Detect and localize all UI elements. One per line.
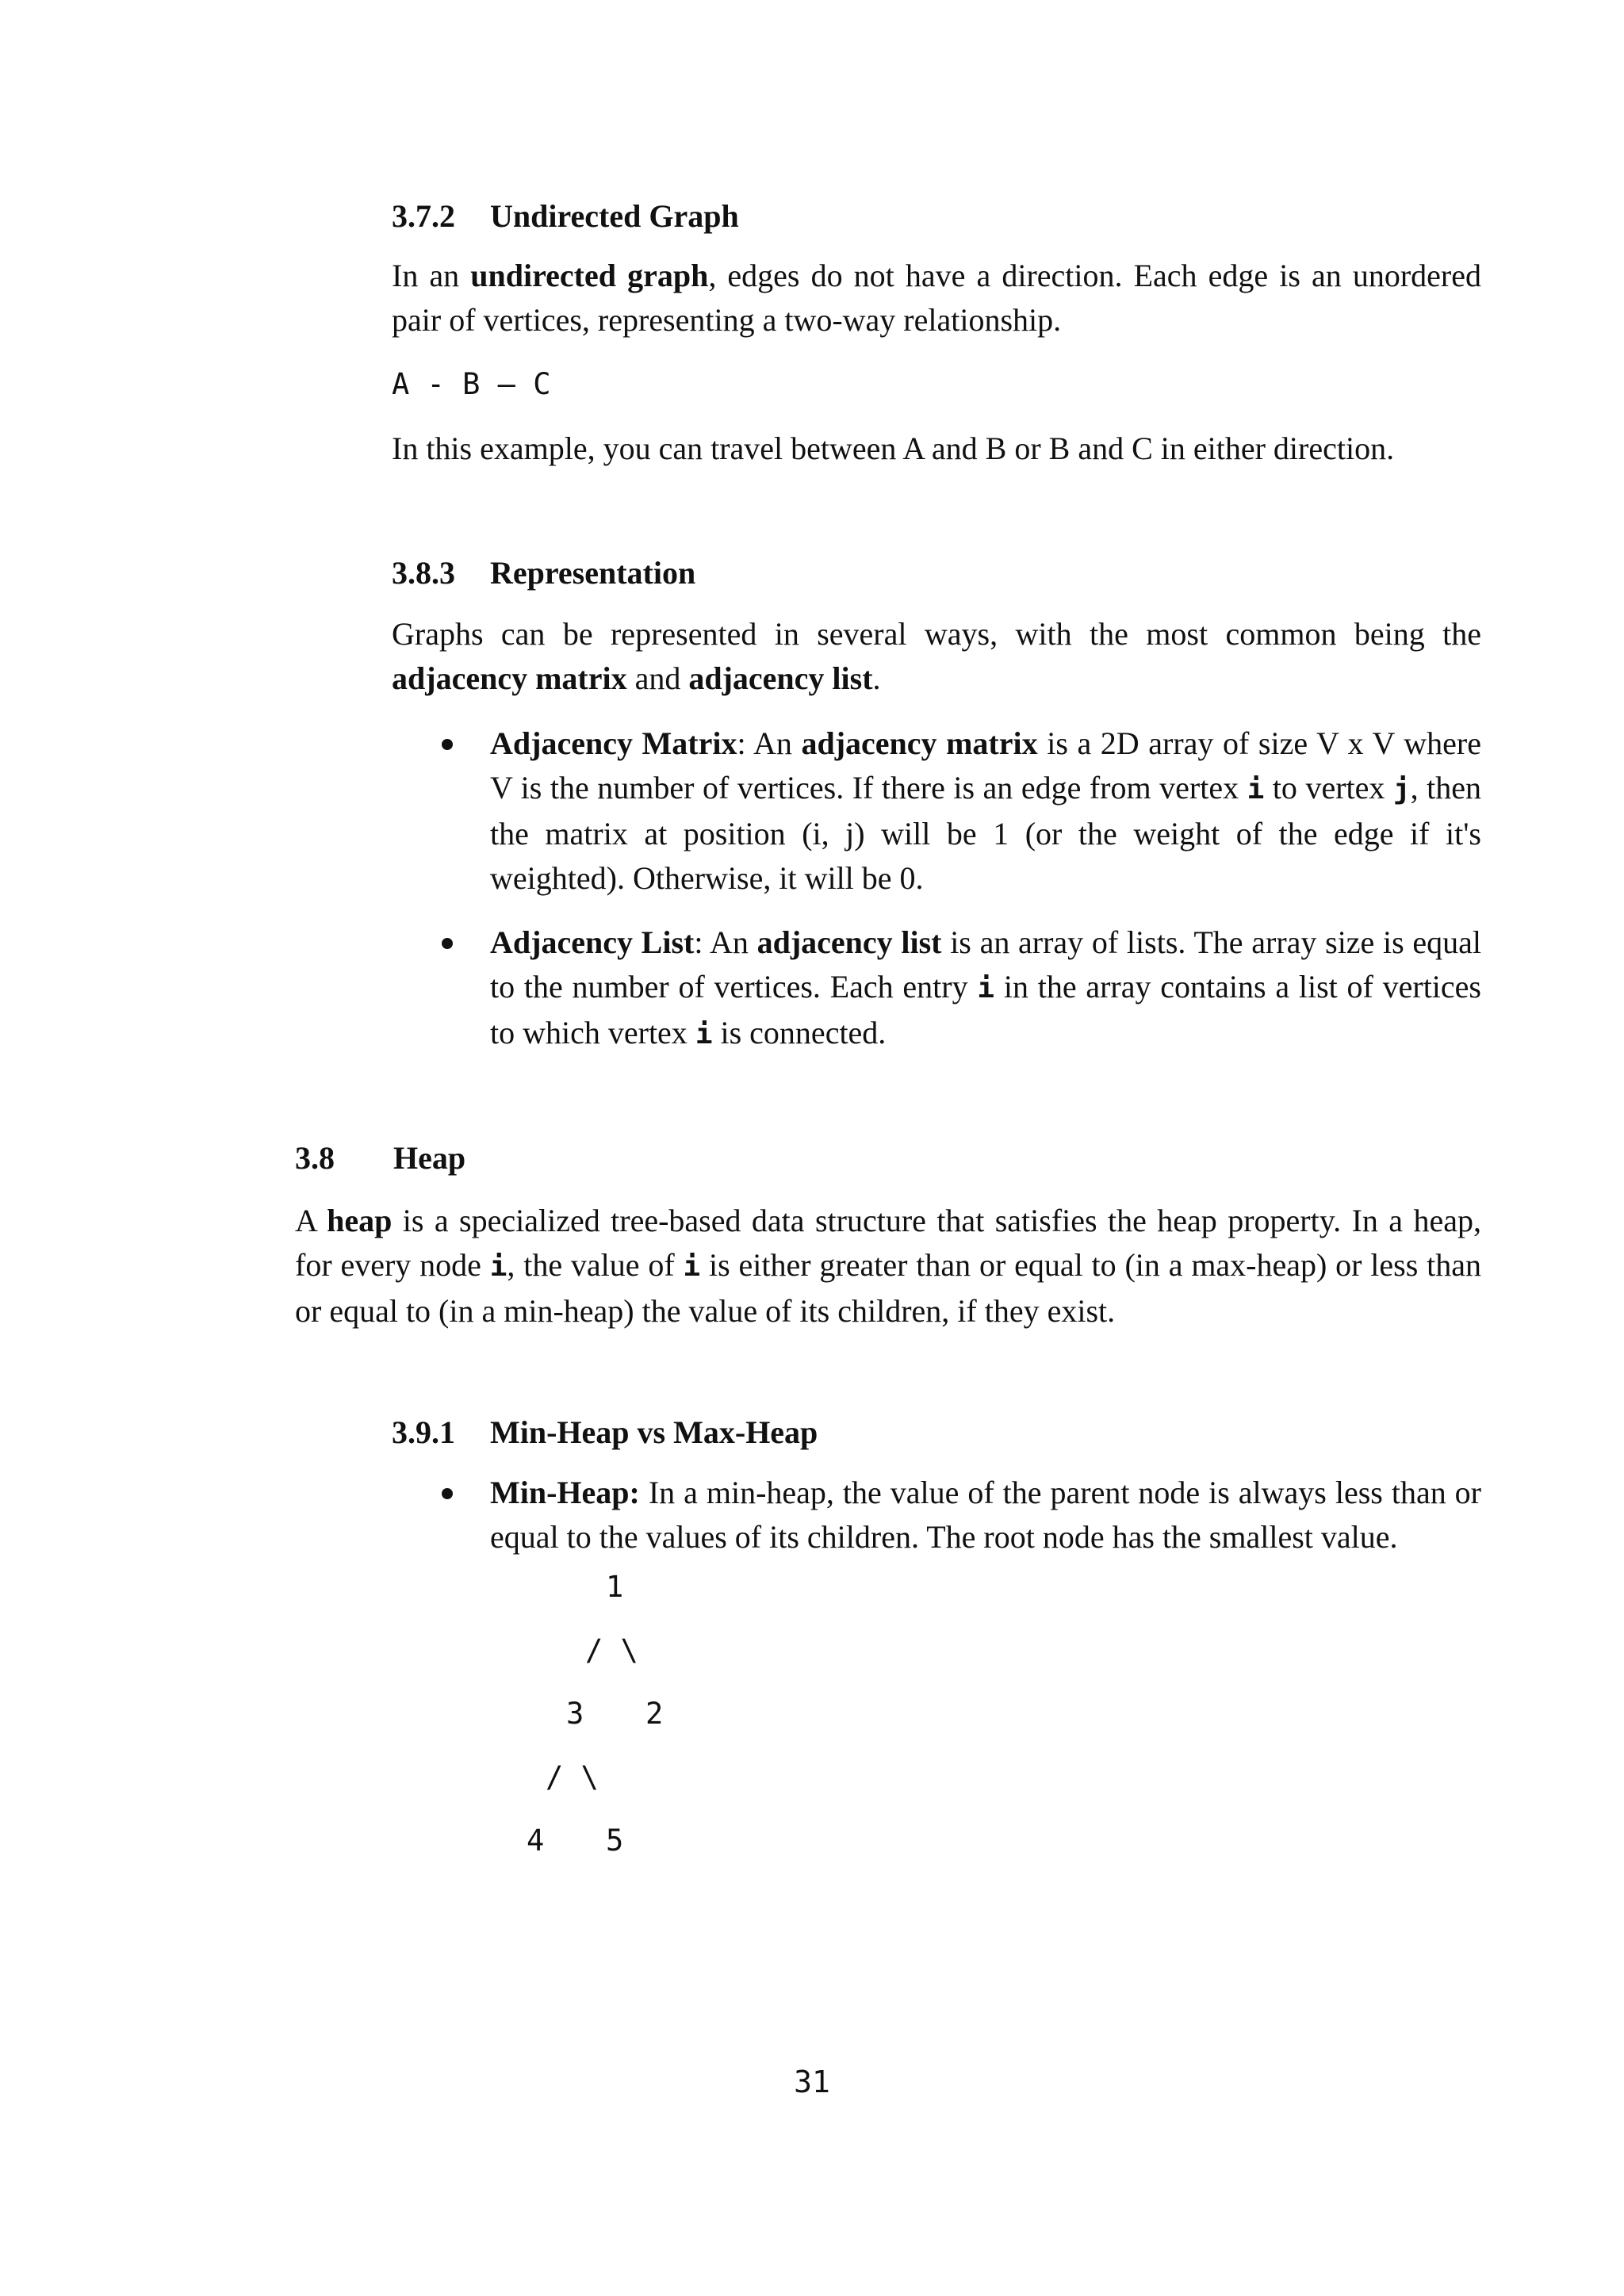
inline-code: j (1392, 773, 1411, 806)
text-run: is connected. (712, 1015, 887, 1050)
bullet-label: Adjacency Matrix (490, 725, 737, 761)
inline-code: i (489, 1250, 508, 1283)
section-title: Representation (490, 555, 696, 591)
text-run: is either greater than or equal to (in a max-heap) or less than or equal to (in a min-heap) the value of its children, if they exist. (295, 1247, 1482, 1329)
paragraph-undirected-example (392, 427, 1481, 471)
inline-code: i (977, 972, 995, 1004)
text-run: In a min-heap, the value of the parent node is always less than or equal to the values of its children. The root node has the smallest value. (490, 1475, 1481, 1555)
paragraph-representation-intro (392, 612, 1481, 701)
text-run: , the value of (507, 1247, 684, 1283)
text-run: Graphs can be represented in several ways, with the most common being the (392, 616, 1481, 652)
page-number: 31 (794, 2064, 830, 2099)
heading-3-7-2 (392, 197, 739, 236)
term-adjacency-list: adjacency list (756, 924, 942, 960)
term-adjacency-matrix: adjacency matrix (801, 725, 1038, 761)
tree-node-root: 1 (606, 1570, 624, 1604)
section-title: Min-Heap vs Max-Heap (490, 1414, 818, 1450)
heading-3-9-1 (392, 1413, 818, 1452)
tree-edges-level-1: / \ (585, 1633, 638, 1667)
bullet-dot (442, 739, 453, 750)
heading-3-8 (295, 1138, 465, 1178)
code-example-graph: A - B – C (392, 367, 551, 401)
tree-node-3: 3 (566, 1697, 584, 1731)
section-number: 3.8.3 (392, 555, 455, 591)
text-run: is an array of lists. The array size is equal to the number of vertices. Each entry (490, 924, 1482, 1004)
text-run: is a specialized tree-based data structure that satisfies the heap property. In a heap, for every node (295, 1203, 1481, 1283)
bullet-label: Min-Heap: (490, 1475, 640, 1510)
tree-node-2: 2 (645, 1697, 664, 1731)
text-run: , then the matrix at position (i, j) will be 1 (or the weight of the edge if it's weighted). Otherwise, it will be 0. (490, 770, 1481, 896)
text-run: and (626, 660, 689, 696)
paragraph-undirected-definition (392, 254, 1481, 342)
bullet-adjacency-matrix (490, 721, 1481, 901)
text-run: in the array contains a list of vertices to which vertex (490, 969, 1481, 1050)
section-title: Heap (393, 1140, 466, 1176)
text-run: In an (392, 258, 471, 293)
bullet-dot (442, 938, 453, 949)
inline-code: i (695, 1018, 713, 1050)
section-number: 3.8 (295, 1140, 335, 1176)
bullet-label: Adjacency List (490, 924, 695, 960)
tree-node-5: 5 (606, 1823, 624, 1858)
tree-node-4: 4 (527, 1823, 545, 1858)
tree-edges-level-2: / \ (546, 1760, 599, 1794)
section-number: 3.9.1 (392, 1414, 455, 1450)
text-run: : An (694, 924, 757, 960)
bullet-adjacency-list (490, 920, 1481, 1057)
inline-code: i (683, 1250, 701, 1283)
bullet-dot (442, 1488, 453, 1499)
bullet-min-heap (490, 1471, 1481, 1559)
text-run: In this example, you can travel between A and B or B and C in either direction. (392, 430, 1395, 466)
term-adjacency-list: adjacency list (688, 660, 873, 696)
term-undirected-graph: undirected graph (470, 258, 709, 293)
text-run: to vertex (1264, 770, 1393, 806)
term-heap: heap (327, 1203, 393, 1238)
text-run: : An (737, 725, 802, 761)
paragraph-heap-definition (295, 1199, 1481, 1334)
text-run: , edges do not have a direction. Each edge is an unordered pair of vertices, representing a two-way relationship. (392, 258, 1481, 338)
heading-3-8-3 (392, 553, 695, 593)
text-run: . (872, 660, 881, 696)
section-title: Undirected Graph (490, 198, 739, 234)
text-run: is a 2D array of size V x V where V is the number of vertices. If there is an edge from vertex (490, 725, 1482, 806)
section-number: 3.7.2 (392, 198, 455, 234)
term-adjacency-matrix: adjacency matrix (392, 660, 627, 696)
text-run: A (295, 1203, 327, 1238)
inline-code: i (1247, 773, 1265, 806)
